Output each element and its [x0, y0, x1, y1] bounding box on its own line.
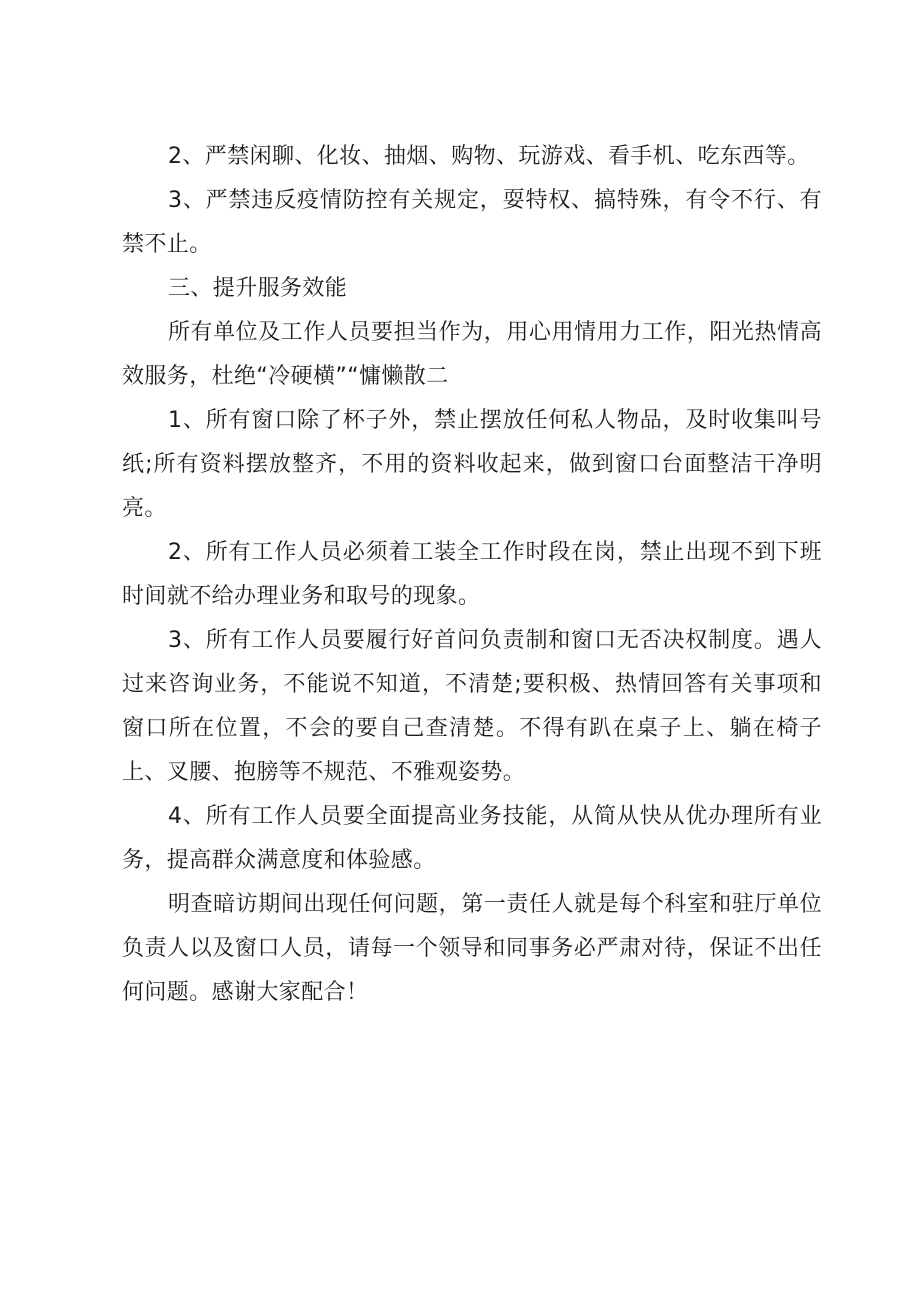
paragraph-ban-epidemic-violations: 3、严禁违反疫情防控有关规定，耍特权、搞特殊，有令不行、有禁不止。: [122, 188, 822, 257]
paragraph-uniform-attendance: 2、所有工作人员必须着工装全工作时段在岗，禁止出现不到下班时间就不给办理业务和取号的现象。: [122, 540, 822, 609]
paragraph-window-tidiness: 1、所有窗口除了杯子外，禁止摆放任何私人物品，及时收集叫号纸;所有资料摆放整齐，不用的资料收起来，做到窗口台面整洁干净明亮。: [122, 408, 822, 521]
paragraph-improve-skills: 4、所有工作人员要全面提高业务技能，从简从快从优办理所有业务，提高群众满意度和体验感。: [122, 804, 822, 873]
paragraph-first-inquiry-responsibility: 3、所有工作人员要履行好首问负责制和窗口无否决权制度。遇人过来咨询业务，不能说不知道，不清楚;要积极、热情回答有关事项和窗口所在位置，不会的要自己查清楚。不得有趴在桌子上、躺在椅子上、叉腰、抱膀等不规范、不雅观姿势。: [122, 628, 822, 785]
paragraph-ban-chatting: 2、严禁闲聊、化妆、抽烟、购物、玩游戏、看手机、吃东西等。: [168, 144, 810, 169]
paragraph-inspection-responsibility: 明查暗访期间出现任何问题，第一责任人就是每个科室和驻厅单位负责人以及窗口人员，请每一个领导和同事务必严肃对待，保证不出任何问题。感谢大家配合！: [122, 892, 822, 1005]
document-body: [122, 135, 822, 1015]
paragraph-service-intro: 所有单位及工作人员要担当作为，用心用情用力工作，阳光热情高效服务，杜绝“冷硬横”“慵懒散二: [122, 320, 822, 389]
section-heading-service-efficiency: 三、提升服务效能: [168, 276, 348, 301]
